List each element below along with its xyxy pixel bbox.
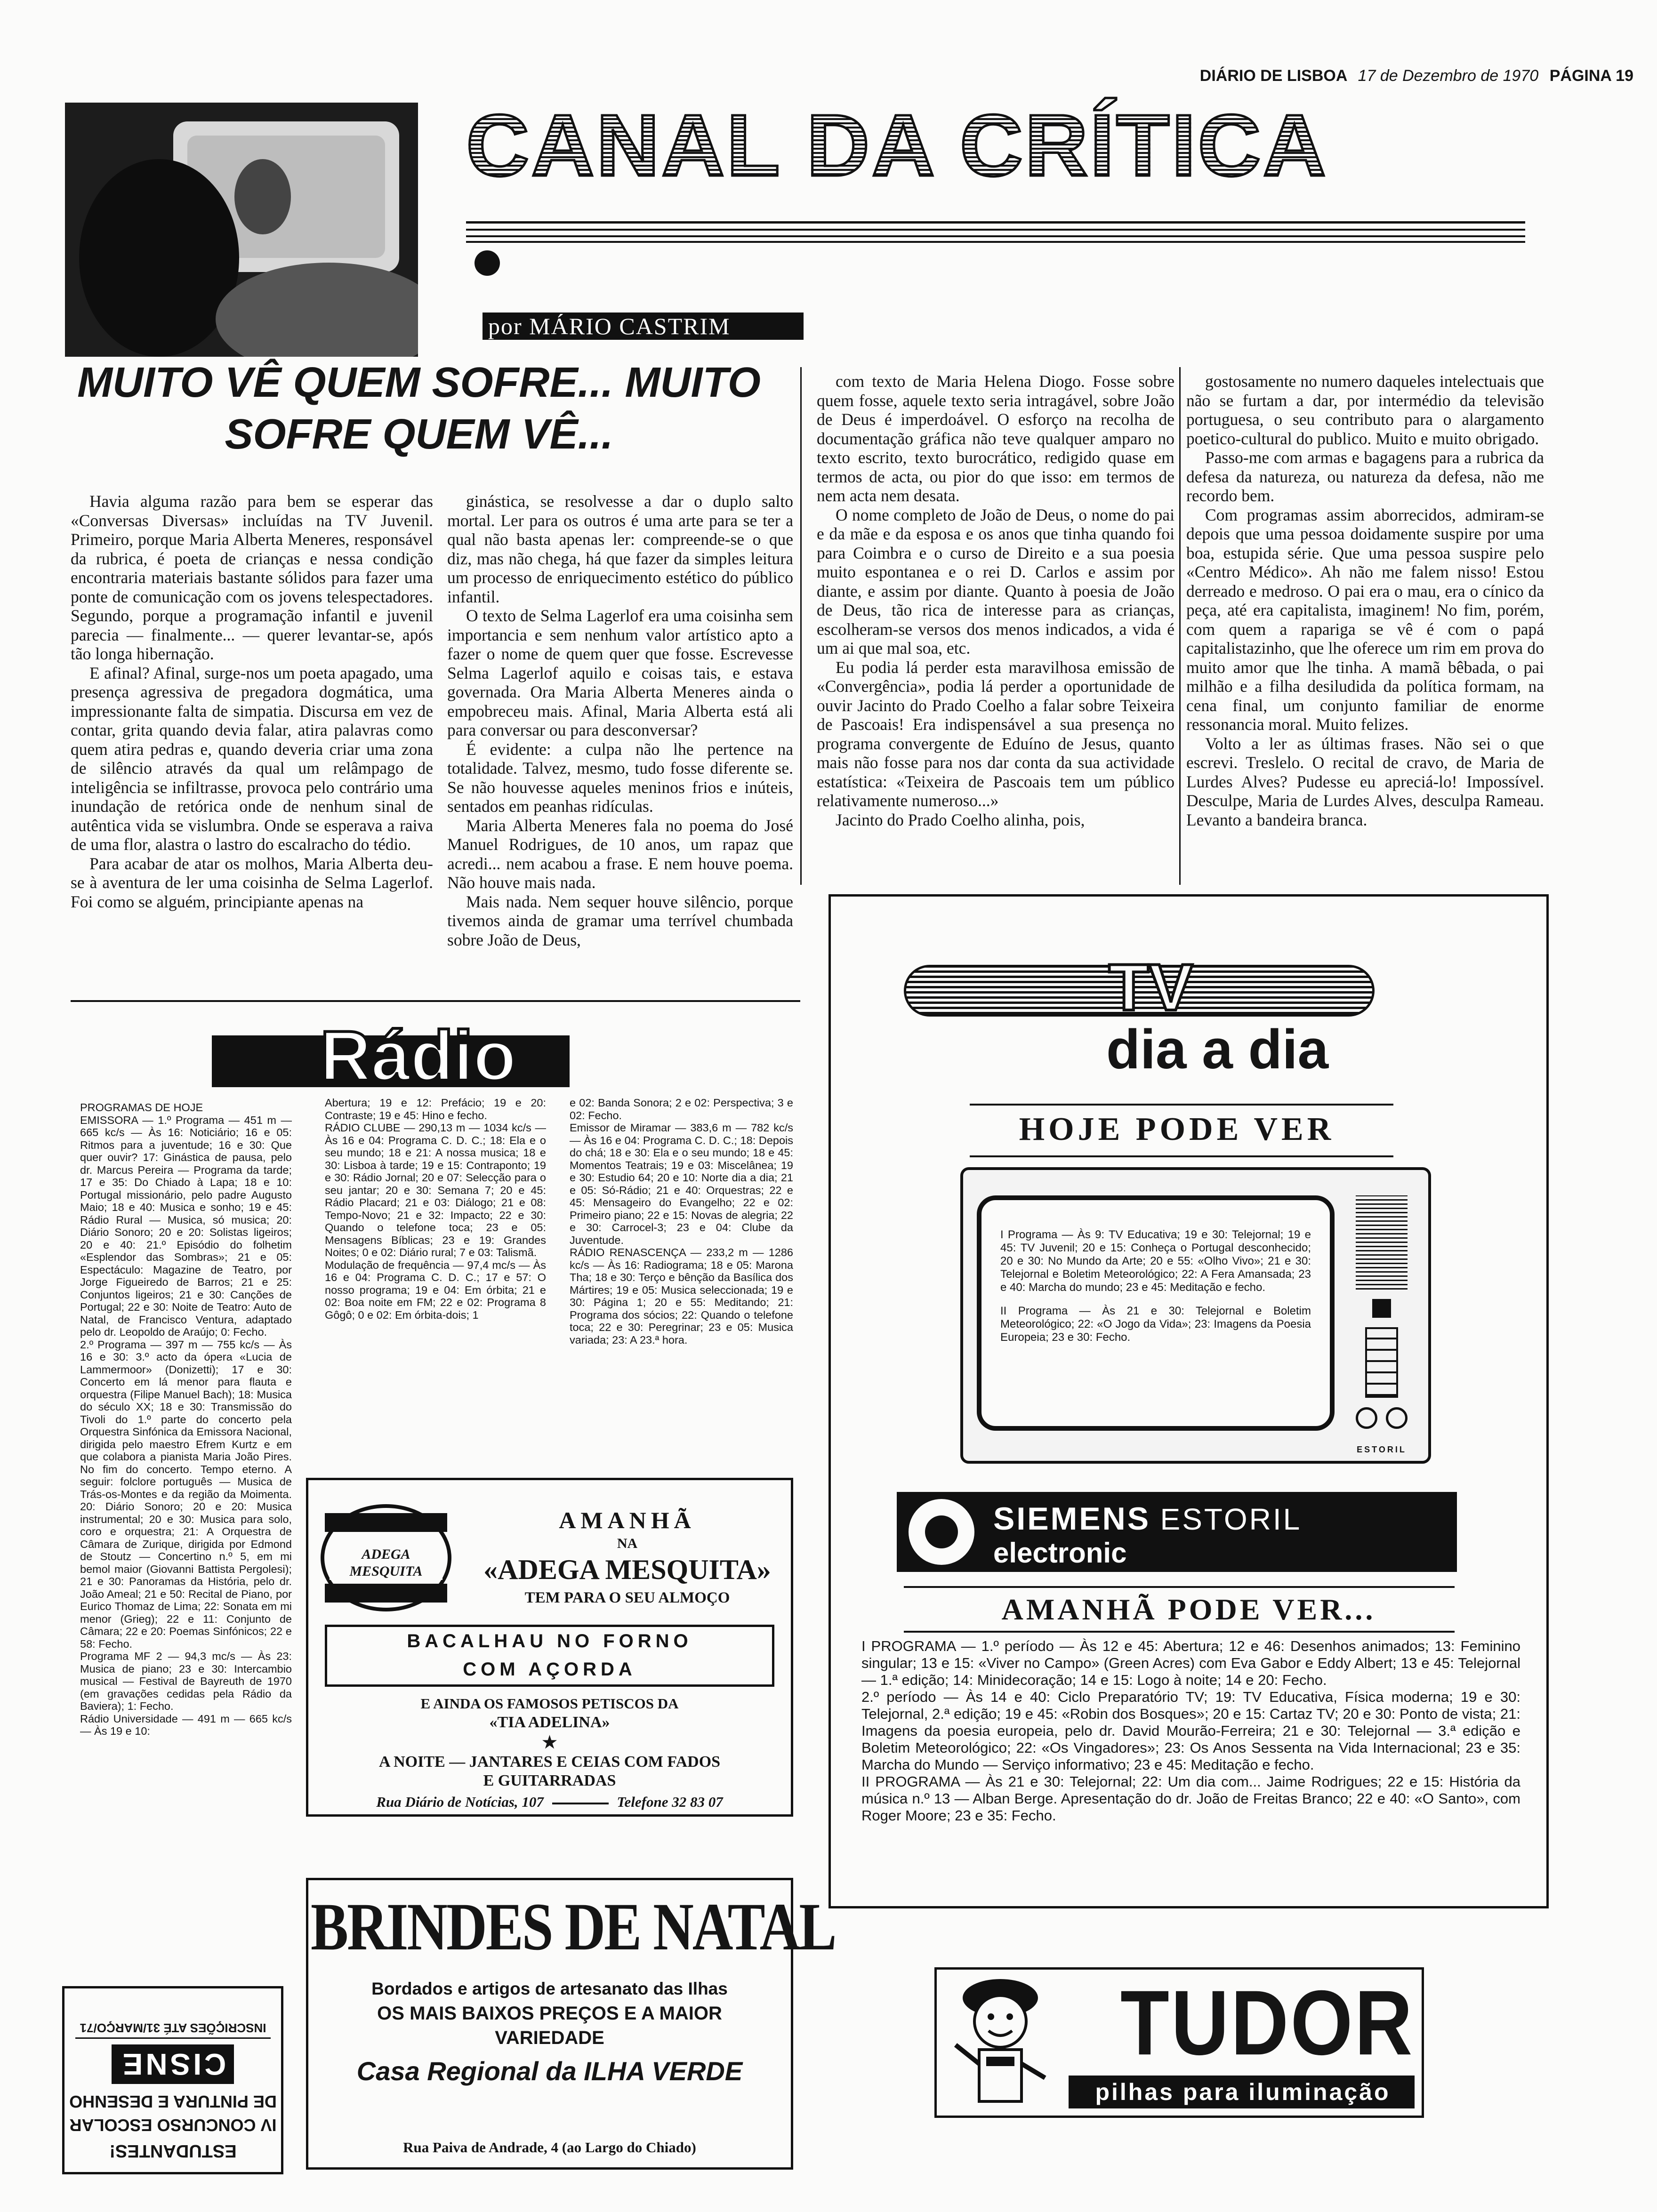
masthead-title: CANAL DA CRÍTICA — [466, 108, 1568, 184]
amanha-schedule: I PROGRAMA — 1.º período — Às 12 e 45: Abertura; 12 e 46: Desenhos animados; 13: Feminino singular; 13 e 15: «Viver no Campo» (Green Acres) com Eva Gabor e Eddy Albert; 13 e 45: Telejornal — 1.ª edição; 14: Minidecoração; 14 e 15: Logo à noite; 14 e 20: Fecho. 2.º período — Às 14 e 40: Ciclo Preparatório TV; 19: TV Educativa, Física moderna; 19 e 30: Telejornal, 2.ª edição; 19 e 45: «Robin dos Bosques»; 20 e 15: Cartaz TV; 20 e 30: Ponto de vista; 21: Imagens da poesia europeia, pelo dr. David Mourão-Ferreira; 21 e 30: Telejornal — 3.ª edição e Boletim Meteorológico; 22: «Os Vingadores»; 23: Os Anos Sessenta na Vida Internacional; 23 e 35: Marcha do Mundo — Serviço informativo; 23 e 45: Meditação e fecho. II PROGRAMA — Às 21 e 30: Telejornal; 22: Um dia com... Jaime Rodrigues; 22 e 15: História da música n.º 13 — Alban Berge. Apresentação do dr. João de Freitas Branco; 22 e 40: «O Santo», com Roger Moore; 23 e 35: Fecho. — [861, 1638, 1520, 1824]
article-column-3: com texto de Maria Helena Diogo. Fosse sobre quem fosse, aquele texto seria intragável, sobre João de Deus é imperdoável. O esforço na recolha de documentação gráfica não teve qualquer amparo no texto escrito, texto burocrático, redigido quase em termos de acta, ou pior do que isso: em termos de nem acta nem desata. O nome completo de João de Deus, o nome do pai e da mãe e da esposa e os anos que tinha quando foi para Coimbra e o curso de Direito e a sua poesia muito espontanea e o rei D. Carlos e assim por diante, e assim por diante. Quanto à poesia de João de Deus, tão rica de interesse para as crianças, escolheram-se versos dos menos indicados, a vida é um ai que mal soa, etc. Eu podia lá perder esta maravilhosa emissão de «Convergência», podia lá perder a oportunidade de ouvir Jacinto do Prado Coelho a falar sobre Teixeira de Pascoais! Era indispensável a sua presença no programa convergente de Eduíno de Jesus, quanto mais não fosse para nos dar conta da sua actividade estatística: «Teixeira de Pascoais tem um público relativamente numeroso...» Jacinto do Prado Coelho alinha, pois, — [817, 372, 1174, 829]
estudantes-content — [66, 1991, 280, 2170]
tv-screen-photo-icon — [65, 103, 418, 357]
tv-brand-plate: ESTORIL — [1357, 1445, 1407, 1454]
article-divider — [71, 1000, 800, 1002]
radio-column-1: PROGRAMAS DE HOJE EMISSORA — 1.º Programa — 451 m — 665 kc/s — Às 16: Noticiário; 16 e 05: Ritmos para a juventude; 16 e 30: Que quer ouvir? 17: Ginástica de pausa, pelo dr. Marcus Pereira — Programa da tarde; 17 e 35: Do Chiado à Lapa; 18 e 10: Portugal missionário, pelo padre Augusto Maio; 18 e 40: Musica e sonho; 19 e 45: Rádio Rural — Musica, só musica; 20: Diário Sonoro; 20 e 20: Solistas ligeiros; 20 e 40: 21.º Episódio do folhetim «Esplendor das Sombras»; 21 e 05: Espectáculo: Magazine de Teatro, por Jorge Figueiredo de Barros; 21 e 25: Conjuntos ligeiros; 21 e 30: Canções de Portugal; 22 e 30: Noite de Teatro: Auto de Natal, de Francisco Ventura, adaptado pelo dr. Leopoldo de Araújo; 0: Fecho. 2.º Programa — 397 m — 755 kc/s — Às 16 e 30: 3.º acto da ópera «Lucia de Lammermoor» (Donizetti); 17 e 30: Concerto em lá menor para flauta e orquestra (Filipe Manuel Bach); 18: Musica do século XX; 18 e 30: Transmissão do Tivoli do 1.º parte do concerto pela Orquestra Sinfónica da Emissora Nacional, dirigida pelo maestro Efrem Kurtz e em que colabora a pianista Maria João Pires. No fim do concerto. Tempo eterno. A seguir: folclore português — Musica de Trás-os-Montes e da região da Moimenta. 20: Diário Sonoro; 20 e 20: Musica instrumental; 20 e 30: Musica para solo, coro e orquestra; 21: A Orquestra de Câmara de Zurique, dirigida por Edmond de Stoutz — Concertino n.º 5, em mi bemol maior (Giovanni Battista Pergolesi); 21 e 30: Panoramas da História, pelo dr. João Ameal; 21 e 50: Recital de Piano, por Eurico Thomaz de Lima; 22: Sonata em mi menor (Grieg); 22 e 11: Conjunto de Câmara; 22 e 20: Poemas Sinfónicos; 22 e 58: Fecho. Programa MF 2 — 94,3 mc/s — Às 23: Musica de piano; 23 e 30: Intercambio musical — Festival de Bayreuth de 1970 (em gravações cedidas pela Rádio da Baviera); 1: Fecho. Rádio Universidade — 491 m — 665 kc/s — Às 19 e 10: — [80, 1101, 292, 1737]
estudantes-line-3: DE PINTURA E DESENHO — [69, 2092, 277, 2111]
adega-logo-text: ADEGA MESQUITA — [330, 1546, 442, 1580]
adega-extra-2: «TIA ADELINA» — [489, 1714, 610, 1731]
tudor-brand: TUDOR — [1120, 1972, 1415, 2075]
siemens-model: ESTORIL — [1160, 1502, 1302, 1536]
adega-night-2: E GUITARRADAS — [483, 1772, 616, 1789]
adega-star: ★ — [542, 1733, 557, 1752]
estudantes-brand: CISNE — [112, 2044, 234, 2084]
adega-address: Rua Diário de Notícias, 107 — [376, 1794, 544, 1810]
newspaper-name: DIÁRIO DE LISBOA — [1199, 67, 1347, 85]
page-label: PÁGINA — [1549, 67, 1611, 85]
article-headline — [71, 357, 767, 460]
radio-title: Rádio — [320, 1016, 516, 1095]
siemens-electronic: electronic — [993, 1537, 1127, 1569]
adega-dish-box: BACALHAU NO FORNO COM AÇORDA — [325, 1625, 774, 1687]
tudor-tagline: pilhas para iluminação — [1095, 2079, 1391, 2105]
tv-logo: TV — [1109, 950, 1193, 1024]
adega-na: NA — [617, 1536, 638, 1551]
article-column-1: Havia alguma razão para bem se esperar das «Conversas Diversas» incluídas na TV Juvenil. Primeiro, porque Maria Alberta Meneres, responsável da rubrica, é poeta de crianças e nessa condição encontraria materiais bastante sólidos para fazer uma ponte de comunicação com os jovens telespectadores. Segundo, porque a programação infantil e juvenil parecia — finalmente... — querer levantar-se, após tão longa hibernação. E afinal? Afinal, surge-nos um poeta apagado, uma presença agressiva de pregadora dogmática, uma impressionante falta de simpatia. Discursa em vez de contar, grita quando devia falar, atira palavras como quem atira pedras e, quando deveria criar uma zona de silêncio através da qual um relâmpago de inteligência se infiltrasse, provoca pelo contrário uma inundação de retórica onde de nenhum sinal de autêntica vida se vislumbra. Onde se esperava a raiva de uma flor, alastra o lastro do escalracho do tédio. Para acabar de atar os molhos, Maria Alberta deu-se à aventura de ler uma coisinha de Selma Lagerlof. Foi como se alguém, principiante apenas na — [71, 492, 433, 911]
page-number: 19 — [1616, 67, 1633, 85]
adega-name: «ADEGA MESQUITA» — [483, 1554, 771, 1585]
adega-contacts — [311, 1790, 788, 1814]
radio-column-3: e 02: Banda Sonora; 2 e 02: Perspectiva; 3 e 02: Fecho. Emissor de Miramar — 383,6 m — 782 kc/s — Às 16 e 04: Programa C. D. C.; 18: Depois do chá; 18 e 30: Ela e o seu mundo; 18 e 45: Momentos Teatrais; 19 e 03: Miscelânea; 19 e 30: Estudio 64; 20 e 10: Norte dia a dia; 21 e 05: Só-Rádio; 21 e 40: Orquestras; 22 e 45: Mensageiro do Evangelho; 22 e 02: Primeiro piano; 22 e 15: Novas de alegria; 22 e 30: Carrocel-3; 23 e 04: Clube da Juventude. RÁDIO RENASCENÇA — 233,2 m — 1286 kc/s — Às 16: Radiograma; 18 e 05: Marona Tha; 18 e 30: Terço e bênção da Basílica dos Mártires; 19 e 05: Musica seleccionada; 19 e 30: Página 1; 20 e 55: Meditando; 21: Programa dos sócios; 22: Quando o telefone toca; 22 e 30: Peregrinar; 23 e 05: Musica variada; 23: A 23.ª hora. — [570, 1097, 793, 1346]
siemens-brand: SIEMENS — [993, 1501, 1151, 1537]
radio-column-2: Abertura; 19 e 12: Prefácio; 19 e 20: Contraste; 19 e 45: Hino e fecho. RÁDIO CLUBE — 290,13 m — 1034 kc/s — Às 16 e 04: Programa C. D. C.; 18: Ela e o seu mundo; 18 e 21: A nossa musica; 18 e 30: Lisboa à tarde; 19 e 15: Contraponto; 19 e 30: Rádio Jornal; 20 e 07: Selecção para o seu jantar; 20 e 30: Semana 7; 20 e 45: Rádio Placard; 21 e 03: Diálogo; 21 e 08: Tempo-Novo; 21 e 32: Impacto; 22 e 30: Quando o telefone toca; 23 e 05: Mensagens Bíblicas; 23 e 19: Grandes Noites; 0 e 02: Diário rural; 7 e 03: Talismã. Modulação de frequência — 97,4 mc/s — Às 16 e 04: Programa C. D. C.; 17 e 57: O nosso programa; 19 e 04: Em órbita; 21 e 02: Boa noite em FM; 22 e 02: Programa 8 Gôgô; 0 e 02: Em órbita-dois; 1 — [325, 1097, 546, 1321]
tudor-mascot-icon — [941, 1970, 1059, 2116]
adega-logo — [315, 1499, 457, 1617]
brindes-line-1: Bordados e artigos de artesanato das Ilhas — [371, 1979, 728, 1998]
estudantes-line-2: IV CONCURSO ESCOLAR — [69, 2116, 277, 2135]
brindes-shop: Casa Regional da ILHA VERDE — [356, 2056, 743, 2086]
tv-screen — [977, 1195, 1335, 1431]
tv-logo-sub: dia a dia — [1106, 1018, 1329, 1081]
brindes-title: BRINDES DE NATAL — [311, 1889, 836, 1964]
amanha-pode-ver: AMANHÃ PODE VER... — [1001, 1593, 1376, 1626]
adega-phone: Telefone 32 83 07 — [617, 1794, 723, 1810]
brindes-line-2: OS MAIS BAIXOS PREÇOS E A MAIOR — [377, 2003, 722, 2024]
tv-screen-program-2: II Programa — Às 21 e 30: Telejornal e Boletim Meteorológico; 22: «O Jogo da Vida»; 23: Imagens da Poesia Europeia; 23 e 30: Fecho. — [1000, 1305, 1311, 1344]
brindes-address: Rua Paiva de Andrade, 4 (ao Largo do Chiado) — [403, 2139, 696, 2156]
estudantes-line-1: ESTUDANTES! — [109, 2141, 237, 2161]
article-column-2: ginástica, se resolvesse a dar o duplo salto mortal. Ler para os outros é uma arte para se ter a qual não basta apenas ler: compreende-se o que diz, mas não chega, há que fazer da simples leitura um processo de enriquecimento estético do público infantil. O texto de Selma Lagerlof era uma coisinha sem importancia e sem nenhum valor artístico apto a fazer o nome de quem quer que fosse. Escrevesse Selma Lagerlof aquilo e coisas tais, e estava governada. Ora Maria Alberta Meneres ainda o empobreceu mais. Afinal, Maria Alberta está ali para conversar ou para desconversar? É evidente: a culpa não lhe pertence na totalidade. Talvez, mesmo, tudo fosse diferente se. Se não houvesse aqueles meninos frios e inúteis, sentados em peanhas ridículas. Maria Alberta Meneres fala no poema do José Manuel Rodrigues, de 10 anos, um rapaz que acredi... nem acabou a frase. E nem houve poema. Não houve mais nada. Mais nada. Nem sequer houve silêncio, porque tivemos ainda de gramar uma terrível chumbada sobre João de Deus, — [447, 492, 793, 949]
siemens-logo-icon — [909, 1499, 974, 1565]
page-header — [1026, 67, 1633, 88]
hoje-pode-ver: HOJE PODE VER — [1019, 1111, 1335, 1147]
article-column-4: gostosamente no numero daqueles intelectuais que não se furtam a dar, por intermédio da televisão portuguesa, o seu contributo para o alargamento poetico-cultural do publico. Muito e muito obrigado. Passo-me com armas e bagagens para a rubrica da defesa da natureza, ou natureza da defesa, não me recordo bem. Com programas assim aborrecidos, admiram-se depois que uma pessoa doidamente suspire por uma boa, estupida série. Que uma pessoa suspire pelo «Centro Médico». Ah não me falem nisso! Estou derreado e medroso. O pai era o mau, era o cínico da peça, até era capitalista, imaginem! No fim, porém, com quem a rapariga se vê é com o papá capitalistazinho, que lhe oferece um rim em prova do muito amor que lhe tinha. A mamã bêbada, o pai milhão e a filha desiludida da política formam, na cena final, um conjunto familiar de enorme ressonancia moral. Muito felizes. Volto a ler as últimas frases. Não sei o que escrevi. Treslelo. O recital de cravo, de Maria de Lurdes Alves? Pudesse eu apreciá-lo! Impossível. Desculpe, Maria de Lurdes Alves, desculpa Rameau. Levanto a bandeira branca. — [1186, 372, 1544, 829]
headline-line-2: SOFRE QUEM VÊ... — [225, 411, 613, 458]
tv-control-panel — [1346, 1195, 1417, 1440]
headline-line-1: MUITO VÊ QUEM SOFRE... MUITO — [77, 359, 761, 406]
adega-night-1: A NOITE — JANTARES E CEIAS COM FADOS — [378, 1753, 721, 1771]
battery-mascot-icon — [941, 1970, 1059, 2116]
adega-tagline: TEM PARA O SEU ALMOÇO — [524, 1589, 730, 1606]
brindes-line-3: VARIEDADE — [495, 2028, 604, 2048]
byline: por MÁRIO CASTRIM — [483, 313, 804, 340]
tv-screen-program-1: I Programa — Às 9: TV Educativa; 19 e 30: Telejornal; 19 e 45: TV Juvenil; 20 e 15: Conheça o Portugal desconhecido; 20 e 30: No Mundo da Arte; 20 e 55: «Olho Vivo»; 21 e 30: Telejornal e Boletim Meteorológico; 22: A Fera Amansada; 23 e 40: Marcha do mundo; 23 e 45: Meditação e fecho. — [1000, 1228, 1311, 1294]
issue-date: 17 de Dezembro de 1970 — [1358, 67, 1539, 85]
bullet-dot — [475, 250, 500, 276]
adega-amanha: AMANHÃ — [559, 1507, 696, 1533]
masthead-photo — [65, 103, 418, 357]
adega-extra-1: E AINDA OS FAMOSOS PETISCOS DA — [420, 1695, 679, 1712]
estudantes-line-4: INSCRIÇÕES ATÉ 31/MARÇO/71 — [75, 2019, 271, 2039]
